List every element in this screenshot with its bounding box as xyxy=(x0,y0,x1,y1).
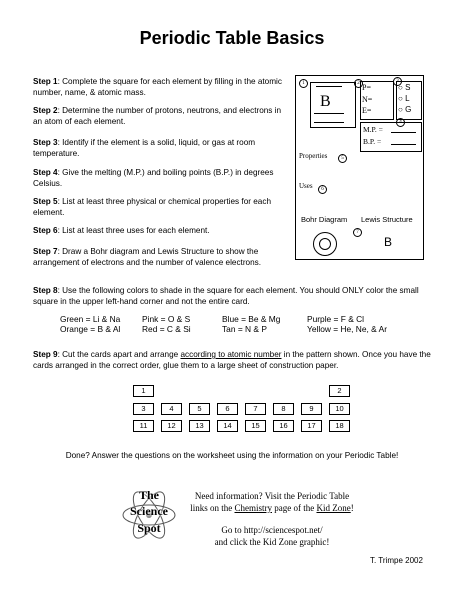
card-1: 1 xyxy=(133,385,154,397)
neutrons-label: N= xyxy=(362,95,373,104)
color-pink: Pink = O & S xyxy=(142,314,191,324)
step-7 xyxy=(33,247,286,268)
step-6-label: Step 6 xyxy=(33,226,58,235)
logo-science: Science xyxy=(130,504,168,518)
color-orange: Orange = B & Al xyxy=(60,324,121,334)
marker-2: 2 xyxy=(354,79,363,88)
mp-line xyxy=(391,132,416,133)
uses-label: Uses xyxy=(299,182,313,190)
step-4-text: : Give the melting (M.P.) and boiling points (B.P.) in degrees Celsius. xyxy=(33,168,274,188)
card-2: 2 xyxy=(329,385,350,397)
info-block xyxy=(172,490,372,548)
step-1-text: : Complete the square for each element by filling in the atomic number, name, & atomic mass. xyxy=(33,77,282,97)
step-9-text-a: : Cut the cards apart and arrange xyxy=(57,350,181,359)
info-line-4: and click the Kid Zone graphic! xyxy=(214,537,330,547)
info-line-1: Need information? Visit the Periodic Table xyxy=(194,491,350,501)
step-5 xyxy=(33,197,286,218)
card-5: 5 xyxy=(189,403,210,415)
step-8-text: : Use the following colors to shade in the square for each element. You should ONLY color the small square in the upper left-hand corner and not the entire card. xyxy=(33,286,419,306)
color-key xyxy=(0,314,464,336)
step-5-label: Step 5 xyxy=(33,197,58,206)
logo-the: The xyxy=(138,488,159,502)
state-s: ○ S xyxy=(398,83,411,92)
color-red: Red = C & Si xyxy=(142,324,191,334)
step-4-label: Step 4 xyxy=(33,168,58,177)
info-line-3: Go to http://sciencespot.net/ xyxy=(221,525,323,535)
marker-1: 1 xyxy=(299,79,308,88)
card-15: 15 xyxy=(245,420,266,432)
card-arrangement xyxy=(0,385,464,435)
card-3: 3 xyxy=(133,403,154,415)
mass-line xyxy=(314,122,344,123)
state-l: ○ L xyxy=(398,94,410,103)
atomic-number-line xyxy=(316,86,342,87)
chemistry-link[interactable]: Chemistry xyxy=(234,503,272,513)
step-9-text-b: in the pattern shown. Once you have the cards arranged in the correct order, glue them to a large sheet of construction paper. xyxy=(33,350,431,370)
page-title: Periodic Table Basics xyxy=(139,28,325,48)
step-9-label: Step 9 xyxy=(33,350,58,359)
step-3 xyxy=(33,138,286,159)
color-tan: Tan = N & P xyxy=(222,324,267,334)
bohr-diagram-nucleus xyxy=(319,238,331,250)
lewis-label: Lewis Structure xyxy=(361,215,413,224)
card-18: 18 xyxy=(329,420,350,432)
element-symbol: B xyxy=(320,93,331,110)
example-element-card xyxy=(295,75,424,260)
step-1 xyxy=(33,77,286,98)
author-credit: T. Trimpe 2002 xyxy=(370,556,423,565)
step-2-label: Step 2 xyxy=(33,106,58,115)
color-blue: Blue = Be & Mg xyxy=(222,314,281,324)
card-16: 16 xyxy=(273,420,294,432)
step-3-label: Step 3 xyxy=(33,138,58,147)
step-5-text: : List at least three physical or chemical properties for each element. xyxy=(33,197,272,217)
card-14: 14 xyxy=(217,420,238,432)
protons-label: P= xyxy=(362,83,371,92)
properties-label: Properties xyxy=(299,152,328,160)
card-9: 9 xyxy=(301,403,322,415)
marker-4: 4 xyxy=(396,118,405,127)
card-8: 8 xyxy=(273,403,294,415)
marker-5: 5 xyxy=(338,154,347,163)
step-8 xyxy=(33,286,435,307)
card-4: 4 xyxy=(161,403,182,415)
mp-label: M.P. = xyxy=(363,125,383,134)
science-spot-logo xyxy=(120,482,178,548)
bp-label: B.P. = xyxy=(363,137,382,146)
step-8-label: Step 8 xyxy=(33,286,58,295)
color-purple: Purple = F & Cl xyxy=(307,314,365,324)
info-spacer xyxy=(172,514,372,524)
card-10: 10 xyxy=(329,403,350,415)
marker-3: 3 xyxy=(393,77,402,86)
step-2-text: : Determine the number of protons, neutrons, and electrons in an atom of each element. xyxy=(33,106,282,126)
done-text: Done? Answer the questions on the worksheet using the information on your Periodic Table! xyxy=(65,451,399,460)
card-11: 11 xyxy=(133,420,154,432)
step-7-label: Step 7 xyxy=(33,247,58,256)
step-2 xyxy=(33,106,286,127)
info-line-2: links on the Chemistry page of the Kid Zone! xyxy=(190,503,354,513)
step-9-link-text: according to atomic number xyxy=(180,350,282,359)
kid-zone-link[interactable]: Kid Zone xyxy=(316,503,351,513)
logo-spot: Spot xyxy=(137,521,161,535)
step-6-text: : List at least three uses for each element. xyxy=(57,226,210,235)
card-7: 7 xyxy=(245,403,266,415)
lewis-symbol: B xyxy=(384,235,393,249)
step-3-text: : Identify if the element is a solid, liquid, or gas at room temperature. xyxy=(33,138,256,158)
step-4 xyxy=(33,168,286,189)
card-6: 6 xyxy=(217,403,238,415)
marker-7: 7 xyxy=(353,228,362,237)
color-green: Green = Li & Na xyxy=(60,314,121,324)
card-17: 17 xyxy=(301,420,322,432)
card-12: 12 xyxy=(161,420,182,432)
card-13: 13 xyxy=(189,420,210,432)
name-line xyxy=(314,113,344,114)
state-g: ○ G xyxy=(398,105,412,114)
marker-6: 6 xyxy=(318,185,327,194)
bp-line xyxy=(391,144,416,145)
step-1-label: Step 1 xyxy=(33,77,58,86)
color-yellow: Yellow = He, Ne, & Ar xyxy=(307,324,387,334)
step-7-text: : Draw a Bohr diagram and Lewis Structure to show the arrangement of electrons and the number of valence electrons. xyxy=(33,247,262,267)
electrons-label: E= xyxy=(362,106,372,115)
step-9 xyxy=(33,350,435,371)
bohr-label: Bohr Diagram xyxy=(301,215,348,224)
step-6 xyxy=(33,226,286,237)
